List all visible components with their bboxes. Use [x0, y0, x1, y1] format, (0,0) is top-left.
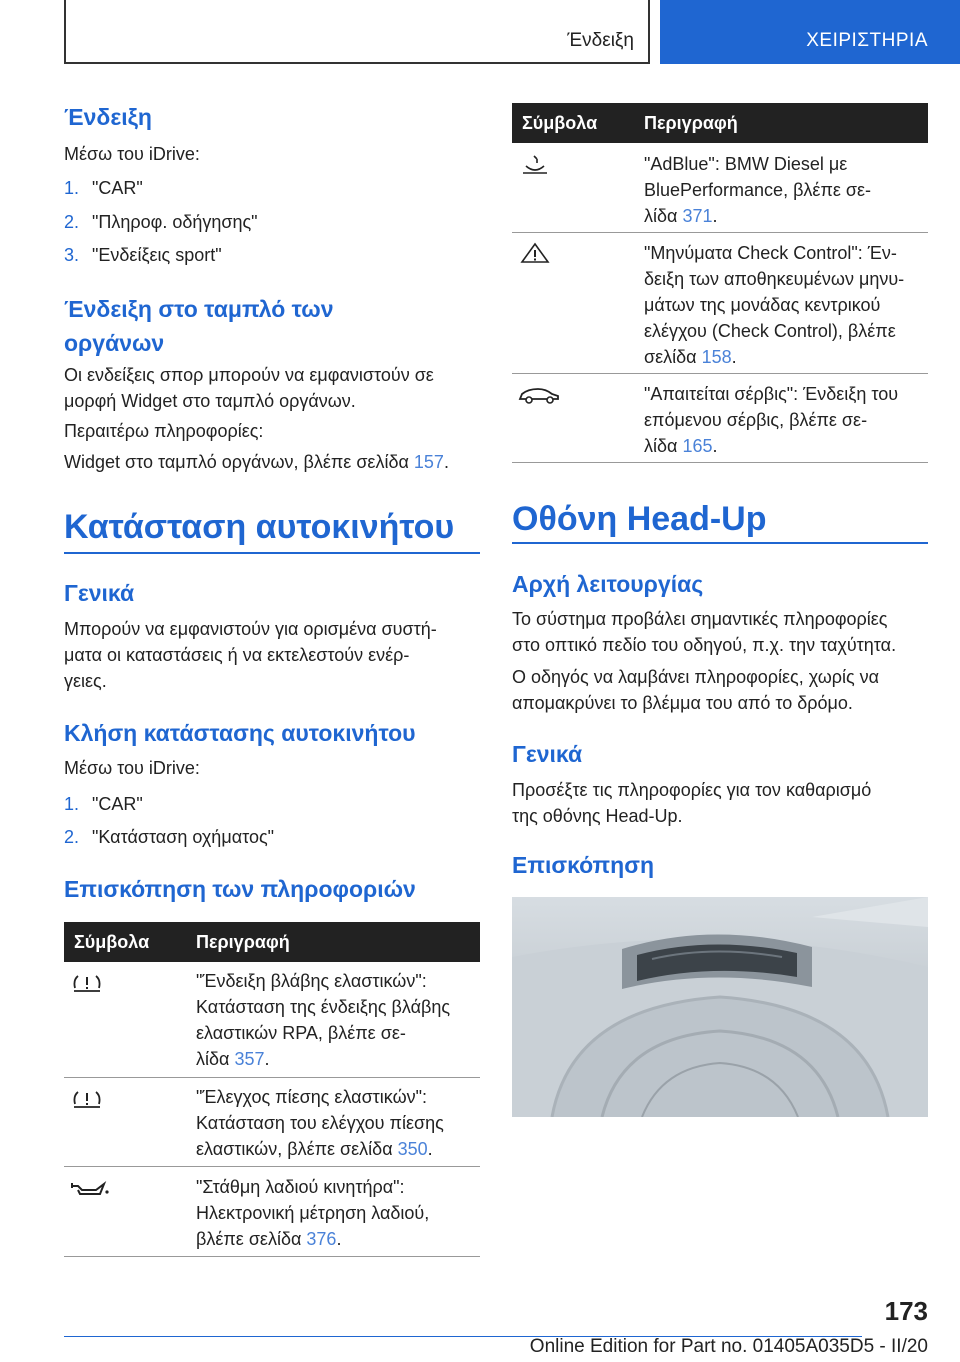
- page-link[interactable]: 165: [682, 436, 713, 456]
- general-text-line3: γειες.: [64, 671, 107, 691]
- heading-overview: Επισκόπηση: [512, 852, 654, 878]
- row-divider: [64, 1166, 480, 1167]
- heading-info-overview: Επισκόπηση των πληροφοριών: [64, 876, 416, 902]
- step-number: 2.: [64, 212, 80, 232]
- section-rule: [512, 542, 928, 544]
- cell-desc-last: λίδα 371.: [644, 206, 718, 226]
- col-header-symbol: Σύμβολα: [74, 932, 150, 952]
- cell-desc-line: ελέγχου (Check Control), βλέπε: [644, 321, 896, 341]
- step-item[interactable]: "Κατάσταση οχήματος": [92, 827, 275, 847]
- adblue-icon: [520, 154, 550, 176]
- dash-text-line2: μορφή Widget στο ταμπλό οργάνων.: [64, 391, 356, 411]
- tire-pressure-warning-icon: [72, 972, 102, 994]
- table-header: [512, 103, 928, 143]
- cell-desc-line: επόμενου σέρβις, βλέπε σε-: [644, 410, 868, 430]
- cell-desc-last: σελίδα 158.: [644, 347, 737, 367]
- step-item[interactable]: "Πληροφ. οδήγησης": [92, 212, 258, 232]
- principle-text-line3: Ο οδηγός να λαμβάνει πληροφορίες, χωρίς να: [512, 667, 880, 687]
- dash-text-line1: Οι ενδείξεις σπορ μπορούν να εμφανιστούν σε: [64, 365, 434, 385]
- page-link[interactable]: 376: [306, 1229, 337, 1249]
- page-link[interactable]: 350: [397, 1139, 428, 1159]
- more-info-text: Περαιτέρω πληροφορίες:: [64, 421, 264, 441]
- step-item[interactable]: "Ενδείξεις sport": [92, 245, 222, 265]
- header-chapter-tab[interactable]: [660, 0, 960, 64]
- step-item[interactable]: "CAR": [92, 178, 143, 198]
- cell-desc-line: Ηλεκτρονική μέτρηση λαδιού,: [196, 1203, 430, 1223]
- cell-desc-line: Κατάσταση του ελέγχου πίεσης: [196, 1113, 444, 1133]
- general-text-line1: Μπορούν να εμφανιστούν για ορισμένα συστή-: [64, 619, 437, 639]
- row-divider: [64, 1077, 480, 1078]
- cell-desc-line: "Στάθμη λαδιού κινητήρα":: [196, 1177, 405, 1197]
- heading-hud: Οθόνη Head-Up: [512, 500, 767, 538]
- widget-page-link[interactable]: 157: [413, 452, 444, 472]
- page-link[interactable]: 357: [234, 1049, 265, 1069]
- cell-desc-last: βλέπε σελίδα 376.: [196, 1229, 342, 1249]
- header-section-title: Ένδειξη: [567, 30, 634, 51]
- via-idrive-text-2: Μέσω του iDrive:: [64, 758, 200, 778]
- service-car-icon: [518, 384, 560, 406]
- cell-desc-line: "AdBlue": BMW Diesel με: [644, 154, 848, 174]
- cell-desc-line: "Ένδειξη βλάβης ελαστικών":: [196, 971, 427, 991]
- step-number: 2.: [64, 827, 80, 847]
- general-text-line2: ματα οι καταστάσεις ή να εκτελεστούν ενέρ-: [64, 645, 410, 665]
- principle-text-line4: απομακρύνει το βλέμμα του από το δρόμο.: [512, 693, 853, 713]
- row-divider: [512, 232, 928, 233]
- cell-desc-last: ελαστικών, βλέπε σελίδα 350.: [196, 1139, 433, 1159]
- cell-desc-line: "Μηνύματα Check Control": Έν-: [644, 243, 897, 263]
- heading-dashboard: Ένδειξη στο ταμπλό των οργάνων: [64, 296, 334, 356]
- general-hud-line2: της οθόνης Head-Up.: [512, 806, 683, 826]
- table-header: [64, 922, 480, 962]
- row-divider: [64, 1256, 480, 1257]
- step-item[interactable]: "CAR": [92, 794, 143, 814]
- heading-general-hud: Γενικά: [512, 741, 583, 767]
- col-header-desc: Περιγραφή: [196, 932, 290, 952]
- widget-ref-text: Widget στο ταμπλό οργάνων, βλέπε σελίδα 157.: [64, 452, 449, 472]
- cell-desc-last: λίδα 357.: [196, 1049, 270, 1069]
- oil-level-icon: [70, 1178, 110, 1200]
- row-divider: [512, 462, 928, 463]
- step-number: 1.: [64, 794, 80, 814]
- page-link[interactable]: 158: [701, 347, 732, 367]
- widget-ref-label: Widget στο ταμπλό οργάνων, βλέπε σελίδα: [64, 452, 409, 472]
- general-hud-line1: Προσέξτε τις πληροφορίες για τον καθαρισμό: [512, 780, 872, 800]
- page-link[interactable]: 371: [682, 206, 713, 226]
- col-header-desc: Περιγραφή: [644, 113, 738, 133]
- cell-desc-line: "Έλεγχος πίεσης ελαστικών":: [196, 1087, 428, 1107]
- section-rule: [64, 552, 480, 554]
- step-number: 1.: [64, 178, 80, 198]
- cell-desc-line: ελαστικών RPA, βλέπε σε-: [196, 1023, 406, 1043]
- header-chapter-title: ΧΕΙΡΙΣΤΗΡΙΑ: [806, 30, 928, 51]
- header-section-box: [64, 0, 650, 64]
- heading-vehicle-status: Κατάσταση αυτοκινήτου: [64, 508, 455, 546]
- row-divider: [512, 373, 928, 374]
- via-idrive-text-1: Μέσω του iDrive:: [64, 144, 200, 164]
- tire-pressure-check-icon: [72, 1088, 102, 1110]
- warning-triangle-icon: [520, 242, 550, 264]
- heading-general: Γενικά: [64, 580, 135, 606]
- hud-illustration: [512, 897, 928, 1117]
- heading-endeixi: Ένδειξη: [64, 104, 152, 130]
- principle-text-line2: στο οπτικό πεδίο του οδηγού, π.χ. την ταχύτητα.: [512, 635, 897, 655]
- cell-desc-last: λίδα 165.: [644, 436, 718, 456]
- page-number: 173: [884, 1296, 928, 1326]
- heading-principle: Αρχή λειτουργίας: [512, 571, 704, 597]
- step-number: 3.: [64, 245, 80, 265]
- col-header-symbol: Σύμβολα: [522, 113, 598, 133]
- heading-call-status: Κλήση κατάστασης αυτοκινήτου: [64, 720, 416, 746]
- cell-desc-line: Κατάσταση της ένδειξης βλάβης: [196, 997, 451, 1017]
- cell-desc-line: δειξη των αποθηκευμένων μηνυ-: [644, 269, 905, 289]
- footer-edition: Online Edition for Part no. 01405A035D5 - II/20: [529, 1336, 928, 1357]
- cell-desc-line: "Απαιτείται σέρβις": Ένδειξη του: [644, 384, 899, 404]
- cell-desc-line: BluePerformance, βλέπε σε-: [644, 180, 872, 200]
- cell-desc-line: μάτων της μονάδας κεντρικού: [644, 295, 881, 315]
- principle-text-line1: Το σύστημα προβάλει σημαντικές πληροφορίες: [512, 609, 888, 629]
- hud-photo: [512, 897, 928, 1117]
